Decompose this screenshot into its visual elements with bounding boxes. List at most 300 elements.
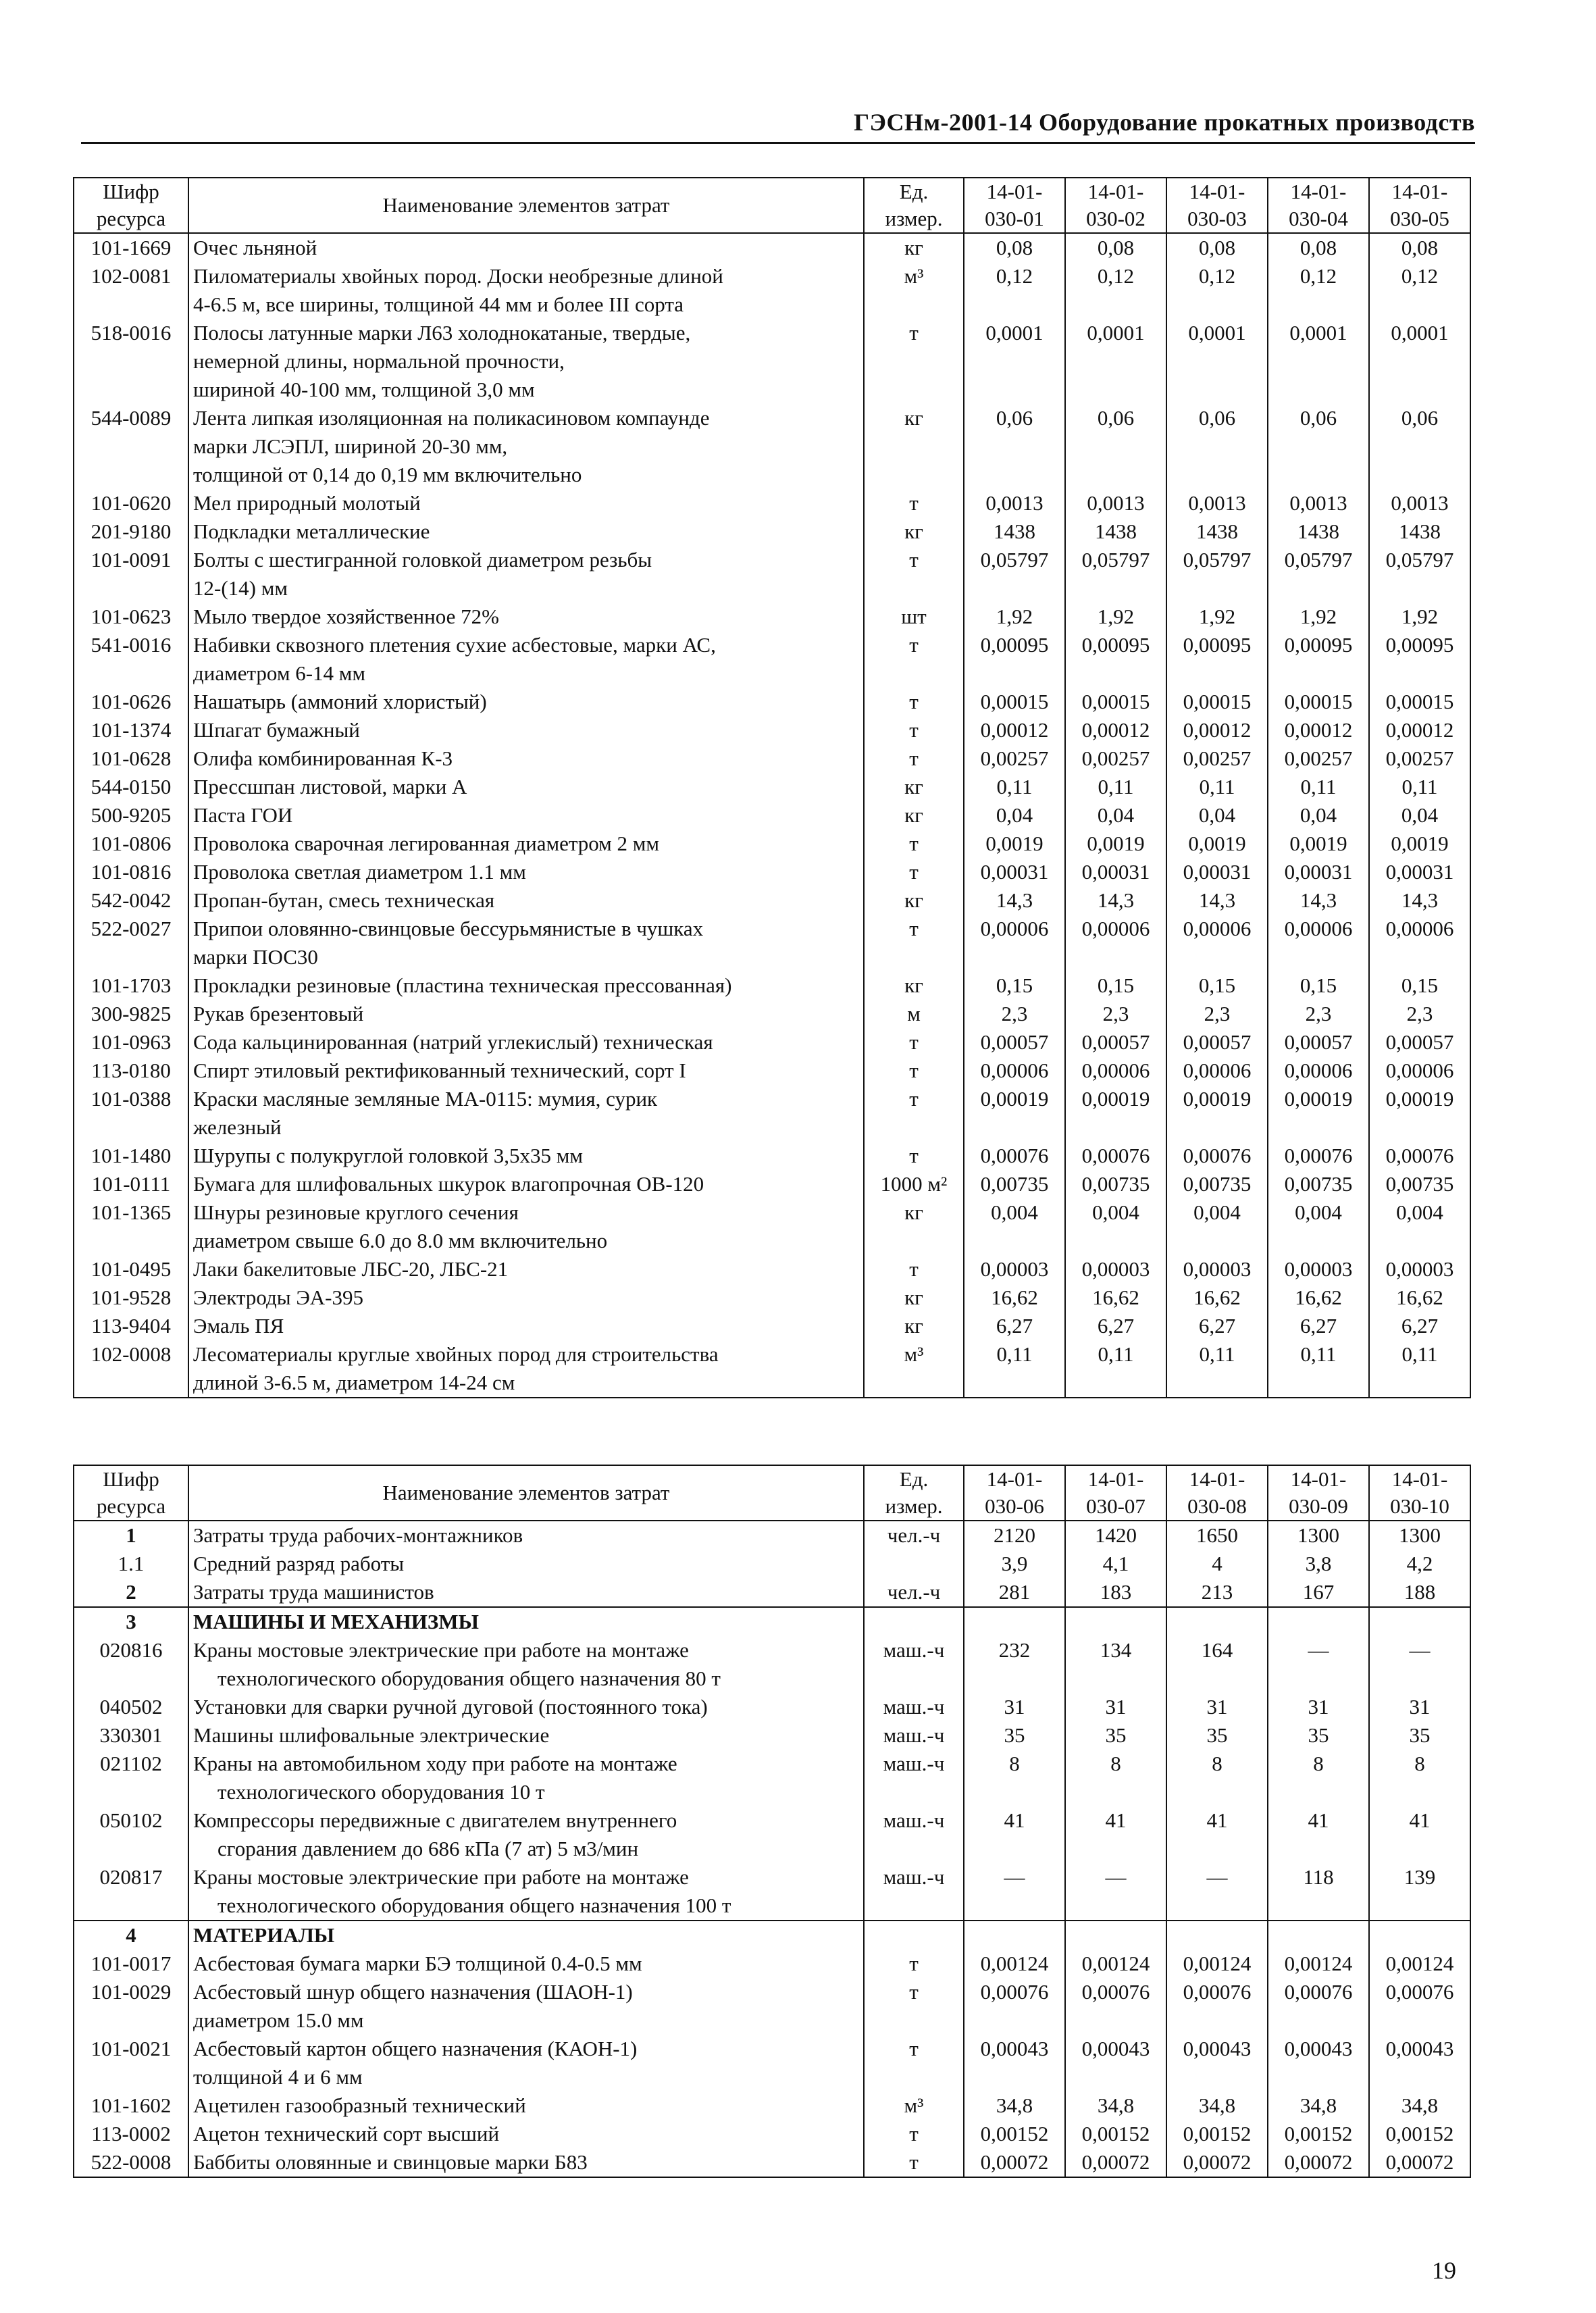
header-col	[964, 1465, 1065, 1521]
norm-value: 134	[1065, 1636, 1166, 1693]
norm-value: 0,004	[1369, 1198, 1470, 1255]
table-row	[74, 744, 1470, 773]
cost-element-name	[188, 1921, 864, 1950]
norm-value: 0,00006	[1166, 915, 1268, 971]
name-line: марки ПОС30	[193, 945, 318, 969]
name-line: Краски масляные земляные МА-0115: мумия, сурик	[193, 1087, 658, 1111]
unit-of-measure: т	[864, 858, 964, 886]
norm-value: 0,00043	[1065, 2035, 1166, 2091]
norm-value: 6,27	[1369, 1312, 1470, 1340]
norm-value	[964, 1921, 1065, 1950]
norm-value: 0,00072	[1065, 2148, 1166, 2177]
name-line: Прессшпан листовой, марки А	[193, 775, 467, 798]
cost-element-name	[188, 1057, 864, 1085]
norm-value: 1420	[1065, 1521, 1166, 1550]
norm-value: 3,8	[1268, 1550, 1369, 1578]
cost-element-name	[188, 801, 864, 830]
header-name: Наименование элементов затрат	[188, 178, 864, 233]
norm-value: 0,15	[1065, 971, 1166, 1000]
header-col	[1369, 1465, 1470, 1521]
cost-element-name	[188, 233, 864, 262]
unit-of-measure: т	[864, 1978, 964, 2035]
norm-value: 0,11	[1166, 773, 1268, 801]
cost-element-name	[188, 716, 864, 744]
name-line: Рукав брезентовый	[193, 1002, 364, 1025]
norm-value: 1,92	[1065, 603, 1166, 631]
cost-element-name	[188, 1578, 864, 1607]
norm-value: 0,12	[1369, 262, 1470, 319]
header-col-line: 030-08	[1187, 1494, 1247, 1518]
norm-value: 0,00257	[1268, 744, 1369, 773]
norm-value: 0,00152	[964, 2120, 1065, 2148]
norm-value: 0,08	[1369, 233, 1470, 262]
cost-element-name	[188, 603, 864, 631]
resource-code: 542-0042	[74, 886, 188, 915]
resource-code: 101-1480	[74, 1142, 188, 1170]
name-line: немерной длины, нормальной прочности,	[193, 349, 565, 373]
unit-of-measure: шт	[864, 603, 964, 631]
cost-element-name	[188, 1978, 864, 2035]
resource-code: 113-9404	[74, 1312, 188, 1340]
norm-value: 0,0013	[964, 489, 1065, 517]
cost-element-name	[188, 1521, 864, 1550]
norm-value: 0,00152	[1065, 2120, 1166, 2148]
norm-value: 0,11	[1065, 1340, 1166, 1398]
name-line: Припои оловянно-свинцовые бессурьмянистые в чушках	[193, 917, 704, 940]
norm-value: 0,00057	[1166, 1028, 1268, 1057]
name-line: Болты с шестигранной головкой диаметром резьбы	[193, 548, 652, 571]
name-line: Асбестовый картон общего назначения (КАОН-1)	[193, 2037, 638, 2060]
norm-value	[1268, 1921, 1369, 1950]
header-col-line: 030-03	[1187, 207, 1247, 230]
name-line: Сода кальцинированная (натрий углекислый) техническая	[193, 1030, 713, 1054]
norm-value: 8	[964, 1750, 1065, 1806]
name-line: сгорания давлением до 686 кПа (7 ат) 5 м3/мин	[217, 1837, 639, 1860]
name-line: шириной 40-100 мм, толщиной 3,0 мм	[193, 378, 535, 401]
name-line: технологического оборудования 10 т	[217, 1780, 545, 1804]
norm-value: 31	[1369, 1693, 1470, 1721]
unit-of-measure: т	[864, 1950, 964, 1978]
resource-code: 101-9528	[74, 1283, 188, 1312]
unit-of-measure: т	[864, 546, 964, 603]
norm-value: 0,15	[1268, 971, 1369, 1000]
norm-value: 0,00095	[1268, 631, 1369, 688]
norm-value: 0,0001	[1166, 319, 1268, 404]
name-line: МАШИНЫ И МЕХАНИЗМЫ	[193, 1610, 479, 1633]
resource-code: 330301	[74, 1721, 188, 1750]
unit-of-measure: маш.-ч	[864, 1750, 964, 1806]
table-row	[74, 2120, 1470, 2148]
cost-element-name	[188, 1863, 864, 1921]
norm-value: 8	[1166, 1750, 1268, 1806]
norm-value: 0,00019	[1268, 1085, 1369, 1142]
cost-element-name	[188, 2035, 864, 2091]
norm-value: 0,0001	[964, 319, 1065, 404]
norm-value: 0,04	[964, 801, 1065, 830]
resource-code: 2	[74, 1578, 188, 1607]
resource-code: 101-0628	[74, 744, 188, 773]
norm-value: 16,62	[1065, 1283, 1166, 1312]
running-head: ГЭСНм-2001-14 Оборудование прокатных производств	[854, 109, 1475, 136]
header-code-line: ресурса	[96, 207, 166, 230]
name-line: Подкладки металлические	[193, 519, 430, 543]
norm-value: 0,00124	[1065, 1950, 1166, 1978]
table-row	[74, 1950, 1470, 1978]
table-row	[74, 1000, 1470, 1028]
norm-value: 41	[964, 1806, 1065, 1863]
table-row	[74, 2035, 1470, 2091]
cost-element-name	[188, 1170, 864, 1198]
cost-element-name	[188, 262, 864, 319]
norm-value: 16,62	[1166, 1283, 1268, 1312]
table-row	[74, 1578, 1470, 1607]
name-line: Компрессоры передвижные с двигателем внутреннего	[193, 1808, 677, 1832]
name-line: Очес льняной	[193, 236, 317, 259]
norm-value: 6,27	[1166, 1312, 1268, 1340]
resource-code: 101-1365	[74, 1198, 188, 1255]
header-col-line: 030-05	[1390, 207, 1449, 230]
norm-value: 1438	[1065, 517, 1166, 546]
norm-value: 0,00031	[1065, 858, 1166, 886]
norm-value: 0,00076	[1369, 1142, 1470, 1170]
table-row	[74, 971, 1470, 1000]
norm-value: 0,00019	[1166, 1085, 1268, 1142]
header-col	[1369, 178, 1470, 233]
norm-value: 0,15	[964, 971, 1065, 1000]
norm-value: 0,00006	[964, 915, 1065, 971]
norm-value: 35	[1166, 1721, 1268, 1750]
unit-of-measure: маш.-ч	[864, 1636, 964, 1693]
norm-value: 2,3	[1166, 1000, 1268, 1028]
name-line: Лента липкая изоляционная на поликасиновом компаунде	[193, 406, 710, 430]
norm-value: 0,0001	[1268, 319, 1369, 404]
norm-value: 16,62	[1369, 1283, 1470, 1312]
resource-code: 201-9180	[74, 517, 188, 546]
name-line: длиной 3-6.5 м, диаметром 14-24 см	[193, 1371, 515, 1394]
unit-of-measure: т	[864, 1085, 964, 1142]
cost-element-name	[188, 858, 864, 886]
unit-of-measure: т	[864, 716, 964, 744]
norm-value	[1065, 1921, 1166, 1950]
unit-of-measure: т	[864, 2035, 964, 2091]
resource-code: 102-0008	[74, 1340, 188, 1398]
resource-code: 101-0623	[74, 603, 188, 631]
resource-code: 113-0180	[74, 1057, 188, 1085]
unit-of-measure: м³	[864, 1340, 964, 1398]
resource-code: 1	[74, 1521, 188, 1550]
unit-of-measure: кг	[864, 404, 964, 489]
name-line: Спирт этиловый ректификованный технический, сорт I	[193, 1059, 686, 1082]
unit-of-measure: т	[864, 830, 964, 858]
table-row	[74, 858, 1470, 886]
resource-code: 500-9205	[74, 801, 188, 830]
cost-element-name	[188, 1693, 864, 1721]
norm-value: 1,92	[1268, 603, 1369, 631]
norm-value: 0,00076	[1065, 1978, 1166, 2035]
header-col	[1065, 1465, 1166, 1521]
cost-element-name	[188, 1607, 864, 1636]
table-row	[74, 1283, 1470, 1312]
norm-value: 6,27	[1268, 1312, 1369, 1340]
header-col	[964, 178, 1065, 233]
cost-element-name	[188, 1721, 864, 1750]
norm-value: 1300	[1369, 1521, 1470, 1550]
header-code-line: Шифр	[103, 180, 159, 203]
resource-code: 101-0017	[74, 1950, 188, 1978]
table-row	[74, 688, 1470, 716]
name-line: Краны мостовые электрические при работе на монтаже	[193, 1865, 689, 1889]
header-col-line: 030-07	[1086, 1494, 1145, 1518]
unit-of-measure: т	[864, 1255, 964, 1283]
norm-value: 0,0013	[1268, 489, 1369, 517]
norm-value: 0,05797	[1369, 546, 1470, 603]
norm-value: 0,11	[1268, 1340, 1369, 1398]
norm-value: 0,00076	[964, 1978, 1065, 2035]
unit-of-measure: 1000 м²	[864, 1170, 964, 1198]
name-line: Олифа комбинированная К-3	[193, 746, 453, 770]
norm-value: 2,3	[1065, 1000, 1166, 1028]
norm-value: 0,12	[1268, 262, 1369, 319]
table-row	[74, 603, 1470, 631]
norm-value: 0,00003	[964, 1255, 1065, 1283]
name-line: Ацетон технический сорт высший	[193, 2122, 500, 2145]
norm-value: 0,11	[1369, 773, 1470, 801]
unit-of-measure: м³	[864, 2091, 964, 2120]
norm-value: 8	[1065, 1750, 1166, 1806]
resource-code: 101-0029	[74, 1978, 188, 2035]
norm-value: 34,8	[964, 2091, 1065, 2120]
norm-value: 0,0001	[1369, 319, 1470, 404]
norm-value: 0,0013	[1369, 489, 1470, 517]
norm-value: 0,11	[1166, 1340, 1268, 1398]
unit-of-measure: кг	[864, 233, 964, 262]
header-unit	[864, 1465, 964, 1521]
norm-value: 0,004	[1065, 1198, 1166, 1255]
unit-of-measure: т	[864, 1028, 964, 1057]
header-col-line: 14-01-	[1087, 180, 1144, 203]
table-row	[74, 1806, 1470, 1863]
header-unit-line: Ед.	[899, 180, 929, 203]
norm-value: 0,00124	[964, 1950, 1065, 1978]
section-row	[74, 1921, 1470, 1950]
name-line: железный	[193, 1115, 282, 1139]
resource-code: 101-0111	[74, 1170, 188, 1198]
name-line: Лесоматериалы круглые хвойных пород для строительства	[193, 1342, 719, 1366]
norm-value: 31	[1166, 1693, 1268, 1721]
unit-of-measure	[864, 1607, 964, 1636]
cost-element-name	[188, 1950, 864, 1978]
name-line: Прокладки резиновые (пластина техническая прессованная)	[193, 973, 732, 997]
name-line: Шпагат бумажный	[193, 718, 360, 742]
resource-code: 4	[74, 1921, 188, 1950]
table-row	[74, 773, 1470, 801]
table-row	[74, 1978, 1470, 2035]
norm-value: 281	[964, 1578, 1065, 1607]
table-row	[74, 631, 1470, 688]
resource-code: 101-0091	[74, 546, 188, 603]
cost-table-1	[73, 177, 1471, 1398]
norm-value: 0,00124	[1166, 1950, 1268, 1978]
header-unit	[864, 178, 964, 233]
norm-value: 232	[964, 1636, 1065, 1693]
name-line: Шнуры резиновые круглого сечения	[193, 1200, 519, 1224]
norm-value: 188	[1369, 1578, 1470, 1607]
header-col	[1268, 178, 1369, 233]
table-row	[74, 233, 1470, 262]
name-line: марки ЛСЭПЛ, шириной 20-30 мм,	[193, 434, 508, 458]
cost-element-name	[188, 1340, 864, 1398]
header-code	[74, 1465, 188, 1521]
unit-of-measure	[864, 1550, 964, 1578]
header-col	[1166, 178, 1268, 233]
table-row	[74, 1057, 1470, 1085]
header-code-line: Шифр	[103, 1467, 159, 1491]
cost-element-name	[188, 915, 864, 971]
unit-of-measure: т	[864, 1142, 964, 1170]
unit-of-measure: кг	[864, 971, 964, 1000]
unit-of-measure: т	[864, 489, 964, 517]
name-line: Паста ГОИ	[193, 803, 293, 827]
cost-element-name	[188, 744, 864, 773]
norm-value: 0,05797	[1065, 546, 1166, 603]
norm-value: 0,00257	[1065, 744, 1166, 773]
norm-value: 0,00057	[1369, 1028, 1470, 1057]
norm-value: 0,00735	[1065, 1170, 1166, 1198]
name-line: толщиной от 0,14 до 0,19 мм включительно	[193, 463, 582, 486]
name-line: Затраты труда рабочих-монтажников	[193, 1523, 523, 1547]
norm-value: 0,004	[964, 1198, 1065, 1255]
norm-value: 16,62	[1268, 1283, 1369, 1312]
header-name: Наименование элементов затрат	[188, 1465, 864, 1521]
norm-value: 0,05797	[964, 546, 1065, 603]
norm-value: 0,11	[964, 1340, 1065, 1398]
table-row	[74, 1255, 1470, 1283]
norm-value: 0,00006	[1065, 1057, 1166, 1085]
unit-of-measure: т	[864, 744, 964, 773]
norm-value: —	[964, 1863, 1065, 1921]
norm-value: 139	[1369, 1863, 1470, 1921]
norm-value: 34,8	[1065, 2091, 1166, 2120]
norm-value: 0,00095	[1065, 631, 1166, 688]
unit-of-measure: чел.-ч	[864, 1578, 964, 1607]
norm-value	[1166, 1921, 1268, 1950]
cost-element-name	[188, 1028, 864, 1057]
resource-code: 522-0008	[74, 2148, 188, 2177]
cost-element-name	[188, 2120, 864, 2148]
norm-value: 8	[1268, 1750, 1369, 1806]
cost-element-name	[188, 2148, 864, 2177]
norm-value: 0,11	[1065, 773, 1166, 801]
norm-value: 118	[1268, 1863, 1369, 1921]
norm-value: 0,06	[1166, 404, 1268, 489]
cost-element-name	[188, 2091, 864, 2120]
norm-value: 0,00076	[1166, 1978, 1268, 2035]
header-col-line: 14-01-	[1189, 1467, 1245, 1491]
unit-of-measure: кг	[864, 1312, 964, 1340]
norm-value: 0,00006	[1268, 915, 1369, 971]
name-line: Затраты труда машинистов	[193, 1580, 434, 1604]
header-col	[1166, 1465, 1268, 1521]
norm-value	[1369, 1921, 1470, 1950]
header-code-line: ресурса	[96, 1494, 166, 1518]
norm-value: 0,00012	[964, 716, 1065, 744]
norm-value: 16,62	[964, 1283, 1065, 1312]
unit-of-measure: т	[864, 319, 964, 404]
norm-value: 35	[1268, 1721, 1369, 1750]
norm-value: 167	[1268, 1578, 1369, 1607]
table-row	[74, 404, 1470, 489]
name-line: Машины шлифовальные электрические	[193, 1723, 550, 1747]
norm-value: 0,00031	[1268, 858, 1369, 886]
norm-value: 0,00003	[1166, 1255, 1268, 1283]
norm-value: 0,00043	[1369, 2035, 1470, 2091]
norm-value	[1268, 1607, 1369, 1636]
table-row	[74, 915, 1470, 971]
table-row	[74, 1693, 1470, 1721]
unit-of-measure: кг	[864, 1198, 964, 1255]
header-col	[1268, 1465, 1369, 1521]
table-row	[74, 1028, 1470, 1057]
norm-value: 0,00057	[1268, 1028, 1369, 1057]
resource-code: 522-0027	[74, 915, 188, 971]
name-line: Бумага для шлифовальных шкурок влагопрочная ОВ-120	[193, 1172, 704, 1196]
norm-value: 1,92	[1166, 603, 1268, 631]
name-line: диаметром 6-14 мм	[193, 661, 366, 685]
norm-value: 14,3	[1065, 886, 1166, 915]
norm-value: 0,0019	[1268, 830, 1369, 858]
resource-code: 101-1602	[74, 2091, 188, 2120]
table-row	[74, 1550, 1470, 1578]
norm-value: 0,00152	[1369, 2120, 1470, 2148]
norm-value: 1650	[1166, 1521, 1268, 1550]
norm-value	[1369, 1607, 1470, 1636]
header-col-line: 14-01-	[986, 1467, 1043, 1491]
name-line: толщиной 4 и 6 мм	[193, 2065, 363, 2089]
norm-value: 0,06	[1369, 404, 1470, 489]
header-row	[74, 1465, 1470, 1521]
unit-of-measure: кг	[864, 1283, 964, 1312]
header-unit-line: измер.	[885, 207, 943, 230]
name-line: Пропан-бутан, смесь техническая	[193, 888, 495, 912]
norm-value: 31	[1268, 1693, 1369, 1721]
name-line: технологического оборудования общего назначения 80 т	[217, 1667, 721, 1690]
header-unit-line: Ед.	[899, 1467, 929, 1491]
norm-value: 35	[1369, 1721, 1470, 1750]
name-line: 4-6.5 м, все ширины, толщиной 44 мм и более III сорта	[193, 293, 684, 316]
unit-of-measure: т	[864, 915, 964, 971]
resource-code: 101-0806	[74, 830, 188, 858]
norm-value: 14,3	[964, 886, 1065, 915]
resource-code: 541-0016	[74, 631, 188, 688]
norm-value: 0,00012	[1166, 716, 1268, 744]
unit-of-measure: т	[864, 688, 964, 716]
norm-value: 3,9	[964, 1550, 1065, 1578]
norm-value: 0,00735	[1166, 1170, 1268, 1198]
norm-value: 0,0019	[1065, 830, 1166, 858]
norm-value: —	[1166, 1863, 1268, 1921]
table-row	[74, 1636, 1470, 1693]
table-row	[74, 546, 1470, 603]
norm-value: 1438	[1369, 517, 1470, 546]
norm-value: 41	[1065, 1806, 1166, 1863]
resource-code: 021102	[74, 1750, 188, 1806]
cost-element-name	[188, 971, 864, 1000]
resource-code: 101-0626	[74, 688, 188, 716]
norm-value: 0,06	[1065, 404, 1166, 489]
header-col-line: 14-01-	[1391, 1467, 1448, 1491]
cost-element-name	[188, 688, 864, 716]
norm-value: 0,00031	[1369, 858, 1470, 886]
